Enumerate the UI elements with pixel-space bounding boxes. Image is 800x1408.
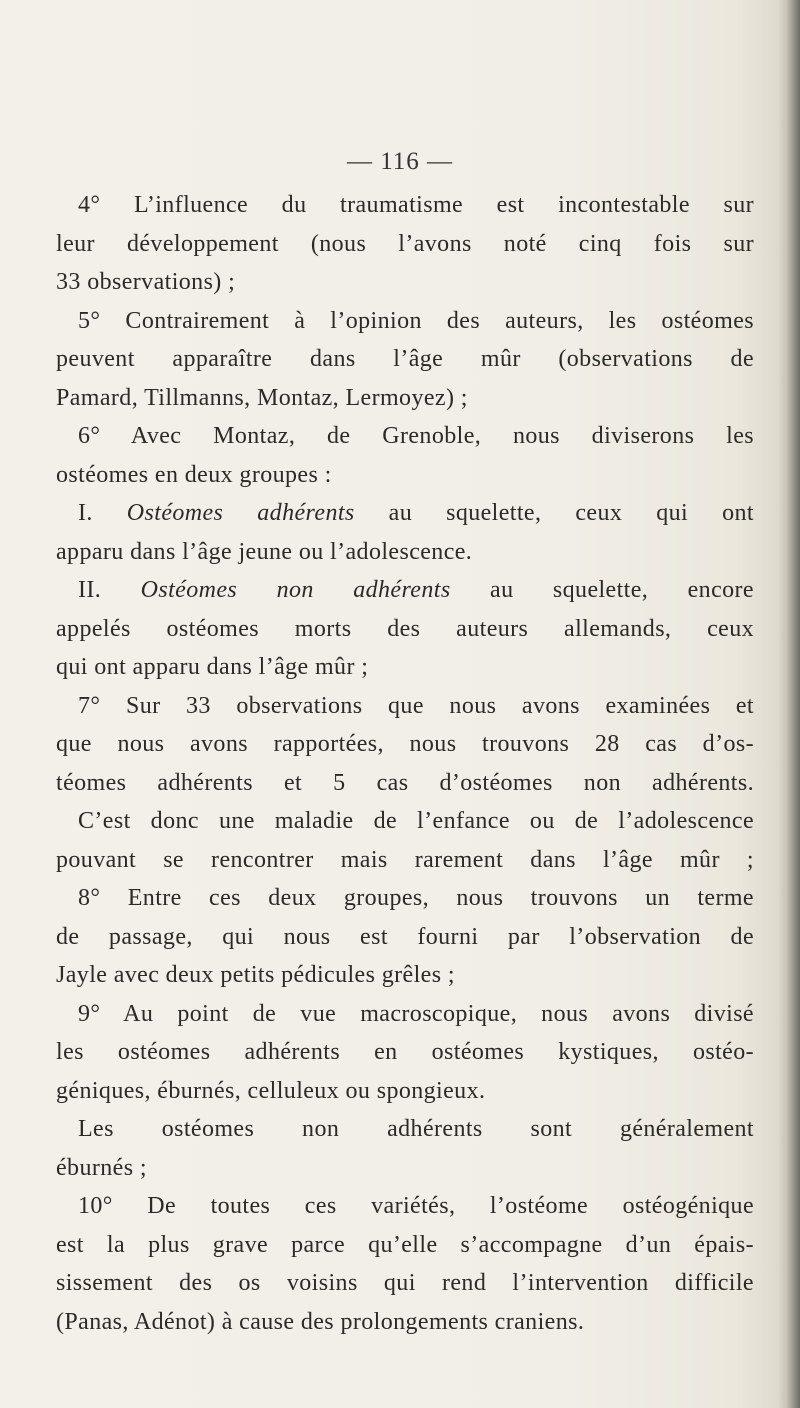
text-line: 7° Sur 33 observations que nous avons examinées et bbox=[78, 692, 754, 719]
text-line: Jayle avec deux petits pédicules grêles ; bbox=[56, 962, 455, 988]
text-line: 4° L’influence du traumatisme est incontestable sur bbox=[78, 192, 754, 218]
page-edge-shadow bbox=[778, 0, 800, 1408]
group-numeral: I. bbox=[78, 500, 127, 526]
text-line: 5° Contrairement à l’opinion des auteurs, les ostéomes bbox=[78, 307, 754, 334]
text-line: apparu dans l’âge jeune ou l’adolescence. bbox=[56, 538, 473, 565]
line-remainder: au squelette, ceux qui ont bbox=[354, 500, 754, 526]
text-line: de passage, qui nous est fourni par l’observation de bbox=[56, 923, 754, 950]
line-remainder: au squelette, encore bbox=[450, 577, 754, 603]
group-numeral: II. bbox=[78, 577, 141, 603]
text-line bbox=[56, 494, 754, 533]
text-line: sissement des os voisins qui rend l’intervention difficile bbox=[56, 1270, 754, 1296]
text-line: qui ont apparu dans l’âge mûr ; bbox=[56, 654, 369, 680]
text-line: Pamard, Tillmanns, Montaz, Lermoyez) ; bbox=[56, 384, 468, 411]
italic-term: Ostéomes adhérents bbox=[126, 500, 355, 526]
text-line: 8° Entre ces deux groupes, nous trouvons un terme bbox=[78, 885, 754, 911]
text-line: que nous avons rapportées, nous trouvons 28 cas d’os- bbox=[56, 731, 754, 757]
text-line: peuvent apparaître dans l’âge mûr (observations de bbox=[56, 346, 754, 372]
text-line: est la plus grave parce qu’elle s’accompagne d’un épais- bbox=[56, 1231, 754, 1258]
text-line: Les ostéomes non adhérents sont généralement bbox=[78, 1116, 754, 1142]
text-line: pouvant se rencontrer mais rarement dans l’âge mûr ; bbox=[56, 846, 754, 873]
text-line: téomes adhérents et 5 cas d’ostéomes non adhérents. bbox=[56, 769, 754, 796]
page-number: — 116 — bbox=[346, 148, 454, 175]
italic-term: Ostéomes non adhérents bbox=[140, 577, 451, 603]
text-line: leur développement (nous l’avons noté cinq fois sur bbox=[56, 230, 754, 257]
text-line: éburnés ; bbox=[56, 1154, 147, 1181]
text-line: 9° Au point de vue macroscopique, nous avons divisé bbox=[78, 1000, 754, 1027]
text-line bbox=[56, 571, 754, 610]
text-line: géniques, éburnés, celluleux ou spongieux. bbox=[56, 1077, 486, 1104]
text-line: 10° De toutes ces variétés, l’ostéome ostéogénique bbox=[78, 1193, 754, 1219]
text-line: appelés ostéomes morts des auteurs allemands, ceux bbox=[56, 615, 754, 642]
text-line: C’est donc une maladie de l’enfance ou de l’adolescence bbox=[78, 808, 754, 834]
text-line: (Panas, Adénot) à cause des prolongements craniens. bbox=[56, 1308, 585, 1335]
text-line: 33 observations) ; bbox=[56, 269, 236, 295]
text-line: ostéomes en deux groupes : bbox=[56, 461, 332, 488]
text-line: 6° Avec Montaz, de Grenoble, nous diviserons les bbox=[78, 423, 754, 449]
text-line: les ostéomes adhérents en ostéomes kystiques, ostéo- bbox=[56, 1039, 754, 1065]
body-text bbox=[56, 186, 754, 1341]
